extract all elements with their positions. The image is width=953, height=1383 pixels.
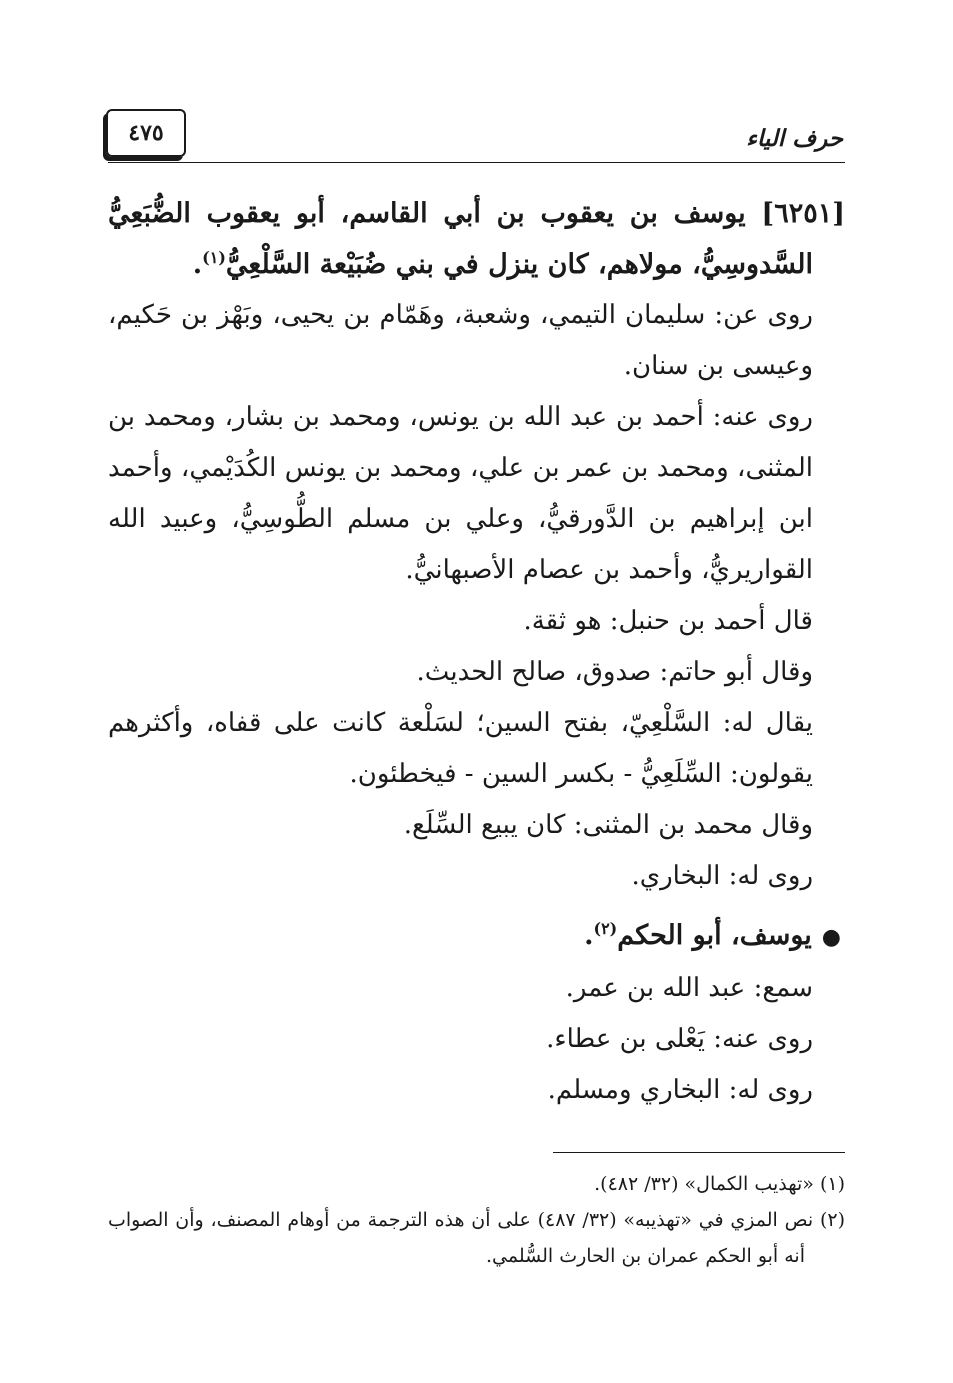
narrated-by: روى عنه: أحمد بن عبد الله بن يونس، ومحمد بن بشار، ومحمد بن المثنى، ومحمد بن عمر بن علي، ومحمد بن يونس الكُدَيْمي، وأحمد ابن إبراهيم بن الدَّورقيُّ، وعلي بن مسلم الطُّوسِيُّ، وعبيد الله القواريريُّ، وأحمد بن عصام الأصبهانيُّ. bbox=[108, 402, 813, 585]
entry-heading-line2: السَّدوسِيُّ، مولاهم، كان ينزل في بني ضُبَيْعة السَّلْعِيُّ$^{(١)}$. bbox=[192, 248, 813, 280]
abu-hakam-narrated-by: روى عنه: يَعْلى بن عطاء. bbox=[546, 1024, 813, 1054]
narrated-for: روى له: البخاري. bbox=[631, 861, 813, 891]
heard-from: سمع: عبد الله بن عمر. bbox=[565, 973, 813, 1003]
muthanna-statement: وقال محمد بن المثنى: كان يبيع السِّلَع. bbox=[403, 810, 813, 840]
running-head: حرف الياء bbox=[746, 125, 843, 152]
nisba-note: يقال له: السَّلْعِيّ، بفتح السين؛ لسَلْعة كانت على قفاه، وأكثرهم يقولون: السِّلَعِيُّ - بكسر السين - فيخطئون. bbox=[108, 708, 813, 789]
header-rule bbox=[108, 162, 845, 163]
narrated-from: روى عن: سليمان التيمي، وشعبة، وهَمّام بن يحيى، وبَهْز بن حَكيم، وعيسى بن سنان. bbox=[108, 300, 813, 381]
page-number: ٤٧٥ bbox=[106, 109, 186, 157]
footnotes bbox=[108, 1166, 845, 1274]
main-text bbox=[108, 188, 845, 1116]
footnote-1: (١) «تهذيب الكمال» (٣٢/ ٤٨٢). bbox=[594, 1173, 845, 1195]
entry-heading-abu-hakam: ●يوسف، أبو الحكم$^{(٢)}$. bbox=[584, 919, 841, 951]
footnote-ref-1: (١) bbox=[202, 248, 226, 267]
abu-hatim-statement: وقال أبو حاتم: صدوق، صالح الحديث. bbox=[416, 657, 813, 687]
abu-hakam-narrated-for: روى له: البخاري ومسلم. bbox=[547, 1075, 813, 1105]
footnote-rule bbox=[553, 1152, 845, 1153]
footnote-ref-2: (٢) bbox=[593, 919, 618, 938]
footnote-2-line2: أنه أبو الحكم عمران بن الحارث السُّلمي. bbox=[486, 1245, 805, 1267]
bullet-icon: ● bbox=[821, 924, 841, 950]
footnote-2-line1: (٢) نص المزي في «تهذيبه» (٣٢/ ٤٨٧) على أن هذه الترجمة من أوهام المصنف، وأن الصواب bbox=[108, 1209, 845, 1231]
entry-heading-line1: [٦٢٥١] يوسف بن يعقوب بن أبي القاسم، أبو يعقوب الضُّبَعِيُّ bbox=[108, 198, 845, 229]
ibn-hanbal-statement: قال أحمد بن حنبل: هو ثقة. bbox=[523, 606, 813, 636]
